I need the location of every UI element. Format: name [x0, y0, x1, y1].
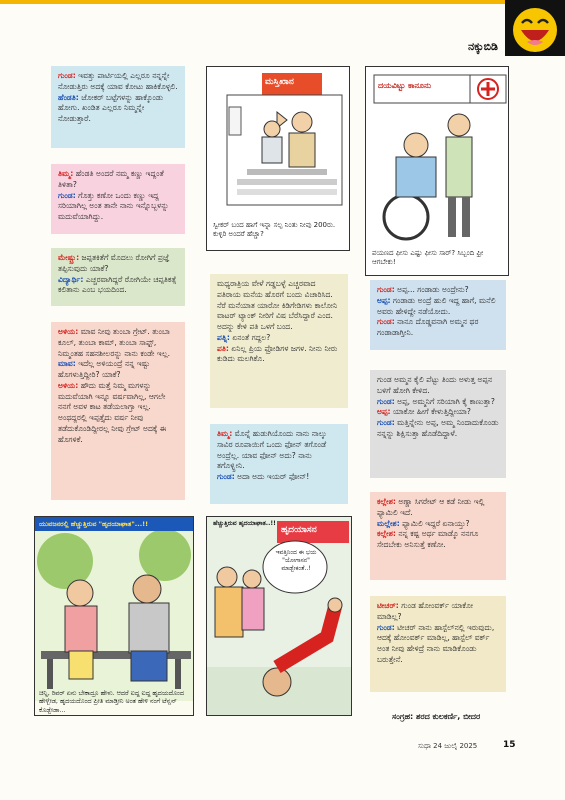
joke-line — [377, 296, 499, 318]
credit-line: ಸಂಗ್ರಹ: ಶರದ ಕುಲಕರ್ಣಿ, ಬೀದರ — [392, 712, 481, 721]
dialogue-text: ಇದೆಲ್ಲ ಅಳಿಯಂದ್ರೆ ನನ್ನ ಇಷ್ಟು ಹೊಗಳುತ್ತಿದ್ದೀರಿ? ಯಾಕೆ? — [58, 359, 150, 380]
joke-line — [377, 497, 499, 519]
joke-line — [58, 275, 178, 297]
header-stripe — [0, 0, 565, 4]
clinic-sign: ಮಸ್ತಿಖಾನ — [265, 77, 294, 87]
speaker-name: ಗುಂಡ: — [377, 418, 395, 428]
dialogue-text: ಅಪ್ಪ... ಗಂಡಾಡು ಅಂದ್ರೇನು? — [394, 285, 469, 294]
speaker-name: ಮಾವ: — [58, 359, 76, 369]
joke-line — [377, 519, 499, 530]
dialogue-text: ಗಂಡಾಡು ಅಂದ್ರೆ ಹುಲಿ ಇದ್ದ ಹಾಗೆ, ಮನೆಲಿ ಅವರು ಹೇಳಿದ್ದೇ ನಡೆಯೋದು. — [377, 295, 496, 316]
joke-line — [377, 623, 499, 666]
speaker-name: ಕಲ್ಲೇಶ: — [377, 529, 396, 539]
speaker-name: ಅಳಿಯ: — [58, 327, 79, 336]
joke-line — [58, 253, 178, 275]
speaker-name: ಗುಂಡ: — [377, 622, 395, 632]
dialogue-text: ಯಾಕೋ ಹೀಗೆ ಕೇಳುತ್ತಿದ್ದೀಯಾ? — [390, 407, 471, 417]
page-number: 15 — [503, 740, 516, 750]
joke-box-10 — [370, 596, 506, 692]
dialogue-text: ಮಧ್ಯರಾತ್ರಿಯ ವೇಳೆ ಗಡ್ಡಬಳ್ಳೆ ಎಚ್ಚರವಾದ ಪತಿರಾಯ ಮನೆಯ ಹೊರಗೆ ಬಂದು ವಿಚಾರಿಸಿದ. ನೆರೆ ಮನೆಯಾತ ಯಾರೋ ಕಿಡಿಗೇಡಿಗಳು ಕಾಲೋನಿ ವಾಟರ್ ಟ್ಯಾಂಕ್ ನೀರಿಗೆ ವಿಷ ಬೆರೆಸಿದ್ದಾರೆ ಎಂದ. ಅದನ್ನು ಕೇಳಿ ಪತಿ ಒಳಗೆ ಬಂದ. — [217, 279, 338, 332]
joke-line — [377, 529, 499, 551]
joke-line — [377, 317, 499, 339]
cartoon-3-caption: ಚಿನ್ನಿ, ರಿವರ್ ಏನು ಬೇಕಾದ್ರೂ ಹೇಳು. ಆದರೆ ಐದ್ದ ಐದ್ದ ಹೃದಯದೊಂದ ಹೇಳ್ಬೇಡ, ಹೃದಯದೊಂದ ಪ್ರೀತಿ ಮಾಡ್ತೀನಿ ಅಂತ ಹೇಳಿ ನಂಗೆ ಟೆನ್ಷನ್ ಕೊಡ್ಬೇಡಾ... — [39, 689, 185, 714]
joke-line — [217, 344, 341, 366]
speaker-name: ಗುಂಡ: — [377, 317, 395, 327]
joke-line — [58, 381, 178, 446]
joke-line — [58, 327, 178, 359]
joke-line — [377, 397, 499, 408]
speaker-name: ಟೀಚರ್: — [377, 601, 399, 610]
dialogue-text: ಗುಂಡ ಅಮ್ಮನ ಕೈಲಿ ಪೆಟ್ಟು ತಿಂದು ಅಳುತ್ತ ಅಪ್ಪನ ಬಳಿಗೆ ಹೋಗಿ ಕೇಳಿದ. — [377, 375, 493, 395]
joke-line — [377, 285, 499, 296]
cartoon-wheelchair — [365, 66, 509, 276]
speaker-name: ಗುಂಡ: — [217, 472, 235, 482]
dialogue-text: ನನ್ನ ಕಷ್ಟ ಅರ್ಥ ಮಾಡ್ಕೊ ನನಗೂ ಸೇದಬೇಕು ಅನಿಸುತ್ತೆ ಕಣೋ. — [377, 529, 479, 550]
joke-line — [217, 472, 341, 483]
joke-line — [58, 359, 178, 381]
dialogue-text: ಟೀಚರ್ ನಾನು ಹಾಸ್ಟೆಲ್‌ನಲ್ಲಿ ಇರುವುದು, ಆದಕ್ಕೆ ಹೋಂವರ್ಕ್ ಮಾಡಿಲ್ಲ, ಹಾಸ್ಟೆಲ್ ವರ್ಕ್ ಅಂತ ನೀವು ಹೇಳಿದ್ರೆ ನಾನು ಮಾಡಿಕೊಂಡು ಬರುತ್ತೇನೆ. — [377, 622, 495, 664]
dialogue-text: ಜಪ್ಪತಕಿತೆಗೆ ಮೊದಲು ರೋಗಿಗೆ ಪ್ರಜ್ಞೆ ತಪ್ಪಿಸುವುದು ಯಾಕೆ? — [58, 253, 170, 273]
speaker-name: ಹೆಂಡತಿ: — [58, 92, 79, 102]
dialogue-text: ಅದಾ ಅದು ಇಯರ್ ಫೋನ್! — [234, 472, 310, 482]
joke-line — [377, 407, 499, 418]
dialogue-text: ಹೆಂಡತಿ ಅಂದರೆ ನಮ್ಮ ಕಣ್ಣು ಇದ್ದಂತೆ ತಿಳಿತಾ? — [58, 169, 164, 189]
dialogue-text: ಮಾವ ನೀವು ತುಂಬಾ ಗ್ರೇಟ್. ತುಂಬಾ ಕೂಲ್, ತುಂಬಾ ಕಾಮ್, ತುಂಬಾ ಸಾಫ್ಟ್, ನಿಮ್ಮಂತಹ ಸಹನಶೀಲರನ್ನು ನಾನು ಕಂಡೇ ಇಲ್ಲ. — [58, 327, 171, 358]
dialogue-text: ನಾನೂ ದೊಡ್ಡವನಾಗಿ ಅಮ್ಮನ ಥರ ಗಂಡಾಡಾಗ್ತೀನಿ. — [377, 317, 479, 338]
joke-box-3 — [51, 248, 185, 306]
joke-box-1 — [51, 66, 185, 148]
joke-line — [377, 418, 499, 440]
speaker-name: ಮಲ್ಲೇಶ: — [377, 518, 400, 528]
cartoon-yoga — [206, 516, 352, 716]
joke-box-2 — [51, 164, 185, 234]
speaker-name: ಪತಿ: — [217, 343, 229, 353]
speaker-name: ಅಳಿಯ: — [58, 380, 79, 390]
laughing-face-icon — [505, 0, 565, 56]
section-title: ನಕ್ಕುಬಿಡಿ — [468, 40, 498, 53]
dialogue-text: ಅಪ್ಪ, ಅಮ್ಮನಿಗೆ ಸರಿಯಾಗಿ ಕೈ ಕಾಣುತ್ತಾ? — [394, 396, 495, 406]
speaker-name: ತಿಮ್ಮ: — [217, 429, 233, 438]
dialogue-text: ಫ್ಯಾಮಿಲಿ ಇದ್ದರೆ ಏನಾಯ್ತು? — [399, 518, 470, 528]
joke-box-6 — [210, 424, 348, 504]
joke-line — [58, 93, 178, 125]
speaker-name: ಮೇಷ್ಟ್ರು: — [58, 253, 80, 262]
joke-line — [217, 279, 341, 333]
speaker-name: ಗುಂಡ: — [377, 396, 395, 406]
cartoon-4-title: ಹೃದಯಾಸನ — [281, 525, 317, 535]
dialogue-text: ಮತ್ತಿನ್ನೇನು ಅಪ್ಪ, ಅಮ್ಮ ನಿಂದಾದುಕೊಂಡು ನನ್ನನ್ನು ಶಿಕ್ಷಿಸುತ್ತಾ ಹೊಡೆದಿದ್ದಾಳೆ. — [377, 418, 499, 438]
joke-line — [217, 333, 341, 344]
cartoon-2-caption: ಪಯಣದ ಫೀಸು ಎಷ್ಟು ಫೀಸು ಸಾರ್? ಸಿಬ್ಬಂದಿ ಫ್ರೀ ಆಗಬೇಕು! — [372, 249, 484, 267]
speaker-name: ಗುಂಡ: — [58, 71, 76, 80]
speaker-name: ತಿಮ್ಮ: — [58, 169, 74, 178]
dialogue-text: ಏನಿಲ್ಲ ಪ್ರಿಯ ಫ್ರೋಡಿಗಳ ಜಗಳ. ನೀನು ನೀರು ಕುಡಿದು ಮಲಗಿಕೊ. — [217, 343, 338, 364]
joke-line — [58, 169, 178, 191]
cartoon-1-caption: ಸ್ವೀಕರ್ ಬಂದ ಹಾಗೆ ಇನ್ನಾ ಸಲ್ಪ ನಿಂತು ನೀವು 200ರು. ಕುಳ್ಳಿರಿ ಅಂದರೆ ಹೆಚ್ಚಾ? — [213, 221, 336, 239]
joke-line — [217, 429, 341, 472]
joke-box-8 — [370, 370, 506, 478]
dialogue-text: ಅಣ್ಣಾ ಸಿಗರೇಟ್ ಆ ಕಡೆ ನೀಡು ಇಲ್ಲಿ ಫ್ಯಾಮಿಲಿ ಇದೆ. — [377, 497, 485, 517]
cartoon-3-banner: ಯುವಜನರಲ್ಲಿ ಹೆಚ್ಚುತ್ತಿರುವ "ಹೃದಯಾಘಾತ"...!! — [35, 517, 194, 531]
speaker-name: ಗುಂಡ: — [377, 285, 395, 294]
hospital-sign: ದಯವಿಟ್ಟು ಕಾನೂನು — [378, 81, 431, 90]
footer-magazine: ಸುಧಾ 24 ಜುಲೈ 2025 — [418, 742, 478, 750]
joke-line — [377, 601, 499, 623]
dialogue-text: ಗೊತ್ತು ಕಣೋ ಒಂದು ಕಣ್ಣು ಇದ್ದ ಸರಿಯಾಗಿಲ್ಲ ಅಂತ ತಾನೇ ನಾನು ಇನ್ನೊಬ್ಬಳನ್ನು ಮದುವೆಯಾಗಿದ್ದು. — [58, 190, 169, 222]
speaker-name: ಪತ್ನಿ: — [217, 332, 230, 342]
logo-box — [505, 0, 565, 56]
speaker-name: ಗುಂಡ: — [58, 190, 76, 200]
dialogue-text: ಮೊನ್ನೆ ಹುಡುಗಿಯೊಂದು ನಾನು ನಾಲ್ಕು ಸಾವಿರ ರೂಪಾಯಿಗೆ ಒಂದು ಫೋನ್ ತಗೊಂಡೆ ಅಂದ್ರೆಲ್ಲ. ಯಾವ ಫೋನ್ ಅದು? ನಾನು ತಗೊಳ್ಳ್ತೀನಿ. — [217, 429, 327, 471]
speaker-name: ವಿದ್ಯಾರ್ಥಿ: — [58, 274, 84, 284]
speaker-name: ಕಲ್ಲೇಶ: — [377, 497, 396, 506]
joke-line — [58, 191, 178, 223]
dialogue-text: ಹೌದು ಮತ್ತೆ ನಿಮ್ಮ ಮಗಳನ್ನು ಮದುವೆಯಾಗಿ ಇನ್ನೂ ವರ್ಷವಾಗಿಲ್ಲ, ಆಗಲೇ ನನಗೆ ಅವಳ ಕಾಟ ತಡೆಯಲಾಗ್ತಾ ಇಲ್ಲ. ಅಂಥದ್ದರಲ್ಲಿ ಇಪ್ಪತ್ತೈದು ವರ್ಷ ನೀವು ತಡೆದುಕೊಂಡಿದ್ದೀರಲ್ಲ ನೀವು ಗ್ರೇಟ್ ಅದಕ್ಕೆ ಈ ಹೊಗಳಿಕೆ. — [58, 380, 167, 444]
joke-line — [377, 375, 499, 397]
dialogue-text: ಎಚ್ಚರವಾಗಿದ್ದರೆ ರೋಗಿಯೇ ಚಪ್ಪತಿಕತ್ಸೆ ಕಲಿತಾನು ಎಂಬ ಭಯದಿಂದ. — [58, 274, 177, 295]
joke-box-7 — [370, 280, 506, 350]
dialogue-text: ಜೋಕರ್ ಬಟ್ಟೆಗಳನ್ನು ಹಾಕ್ಕೊಂಡು ಹೋಗು. ಖಂಡಿತ ಎಲ್ಲರೂ ನಿಮ್ಮನ್ನೇ ನೋಡುತ್ತಾರೆ. — [58, 92, 164, 124]
dialogue-text: ಗುಂಡ ಹೋಂವರ್ಕ್ ಯಾಕೋ ಮಾಡಿಲ್ಲ? — [377, 601, 474, 621]
joke-box-4 — [51, 322, 185, 500]
cartoon-clinic — [206, 66, 350, 251]
speech-bubble: ಇವತ್ತಿನಿಂದ ಈ ಭಯ "ಯೋಗಾಸನ" ಮಾಡ್ಬೇಕಂತೆ..! — [275, 549, 317, 572]
joke-line — [58, 71, 178, 93]
speaker-name: ಅಪ್ಪ: — [377, 407, 391, 417]
speaker-name: ಅಪ್ಪ: — [377, 295, 391, 305]
joke-box-9 — [370, 492, 506, 580]
joke-box-5 — [210, 274, 348, 408]
cartoon-couple — [34, 516, 194, 716]
dialogue-text: ಏನಂತೆ ಗದ್ದಲ? — [229, 332, 271, 342]
cartoon-4-banner: ಹೆಚ್ಚುತ್ತಿರುವ ಹೃದಯಾಘಾತ..!! — [213, 520, 276, 527]
dialogue-text: ಇವತ್ತು ಪಾರ್ಟಿಯಲ್ಲಿ ಎಲ್ಲರೂ ನನ್ನನ್ನೇ ನೋಡುತ್ತಿರು ಅದಕ್ಕೆ ಯಾವ ಕೋಟು ಹಾಕಿಕೊಳ್ಳಲಿ. — [58, 71, 178, 91]
